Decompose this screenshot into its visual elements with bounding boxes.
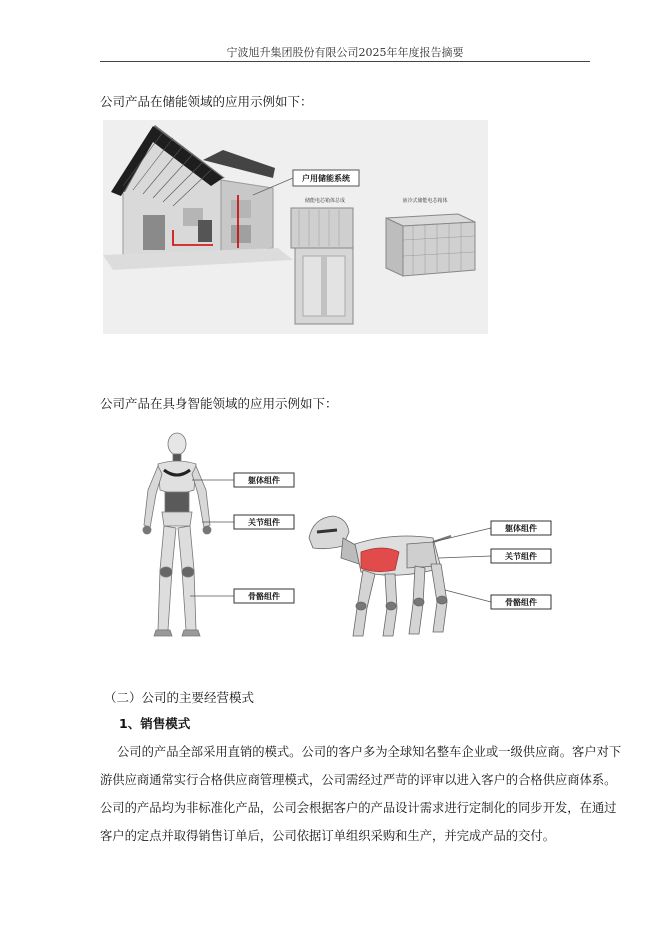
humanoid-robot-figure xyxy=(130,430,300,642)
robodog-label-body: 躯体组件 xyxy=(505,524,537,533)
house-door xyxy=(143,215,165,250)
paragraph-line: 公司的产品均为非标准化产品，公司会根据客户的产品设计需求进行定制化的同步开发，在通过 xyxy=(100,801,617,815)
right-module-caption: 液冷式储能电芯箱体 xyxy=(402,198,448,204)
humanoid-label-body: 躯体组件 xyxy=(248,476,280,485)
robot-dog-figure xyxy=(303,508,558,648)
storage-callout-label: 户用储能系统 xyxy=(302,174,350,183)
robot-intro-text: 公司产品在具身智能领域的应用示例如下： xyxy=(100,396,338,411)
humanoid-label-skeleton: 骨骼组件 xyxy=(248,592,280,601)
robodog-label-joint: 关节组件 xyxy=(505,552,537,561)
humanoid-label-joint: 关节组件 xyxy=(248,518,280,527)
left-module-caption: 储能电芯箱体总成 xyxy=(304,198,346,204)
subsection-heading: 1、销售模式 xyxy=(119,716,191,731)
paragraph-line: 公司的产品全部采用直销的模式。公司的客户多为全球知名整车企业或一级供应商。客户对下 xyxy=(117,745,622,759)
paragraph-line: 客户的定点并取得销售订单后，公司依据订单组织采购和生产，并完成产品的交付。 xyxy=(100,829,555,843)
robot-dog-illustration xyxy=(309,516,451,636)
robodog-label-skeleton: 骨骼组件 xyxy=(505,598,537,607)
section-heading: （二）公司的主要经营模式 xyxy=(104,690,255,705)
storage-cabinet-module xyxy=(291,197,353,324)
humanoid-robot-illustration xyxy=(143,433,211,636)
storage-intro-text: 公司产品在储能领域的应用示例如下： xyxy=(100,94,313,109)
sales-model-paragraph xyxy=(100,738,622,850)
energy-storage-figure xyxy=(103,120,488,334)
paragraph-line: 游供应商通常实行合格供应商管理模式，公司需经过严苛的评审以进入客户的合格供应商体系。 xyxy=(100,773,617,787)
page-header: 宁波旭升集团股份有限公司2025年年度报告摘要 xyxy=(226,46,464,59)
header-divider xyxy=(100,61,590,62)
